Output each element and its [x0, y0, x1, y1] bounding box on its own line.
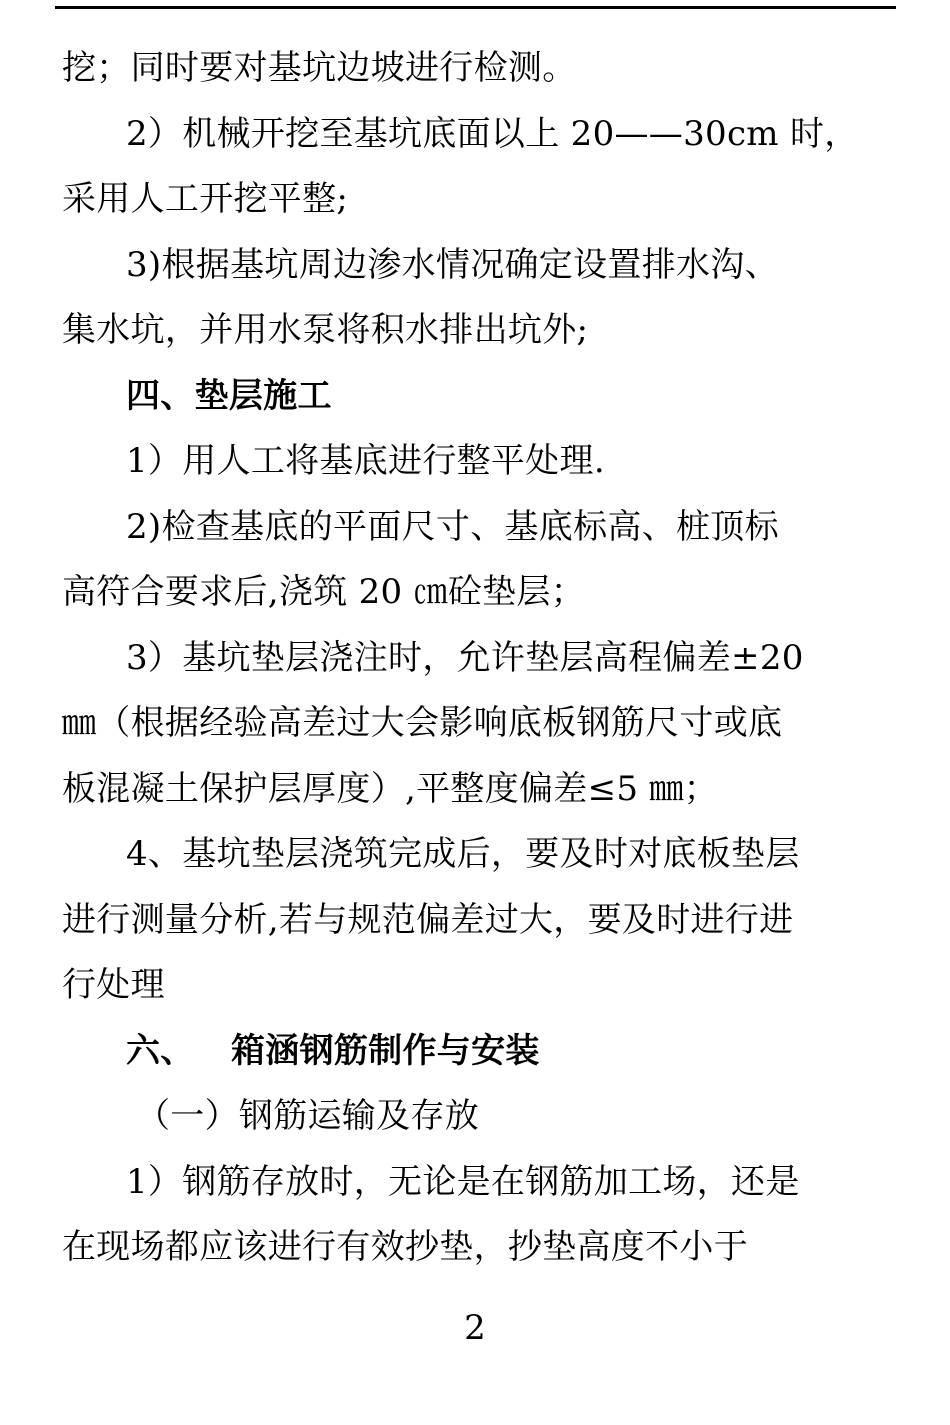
- list-item: 3）基坑垫层浇注时，允许垫层高程偏差±20: [126, 637, 804, 678]
- text-line: ㎜（根据经验高差过大会影响底板钢筋尺寸或底: [62, 703, 783, 743]
- text-line: 板混凝土保护层厚度）,平整度偏差≤5 ㎜；: [62, 768, 719, 809]
- text-line: 进行测量分析,若与规范偏差过大，要及时进行进: [62, 899, 794, 940]
- section-heading: 四、垫层施工: [126, 375, 332, 416]
- header-rule: [55, 6, 896, 9]
- subsection-heading: （一）钢筋运输及存放: [136, 1096, 479, 1136]
- list-item: 3)根据基坑周边渗水情况确定设置排水沟、: [126, 244, 779, 285]
- text-line: 采用人工开挖平整;: [62, 179, 349, 219]
- text-line: 行处理: [62, 965, 165, 1005]
- text-line: 在现场都应该进行有效抄垫，抄垫高度不小于: [62, 1227, 748, 1267]
- list-item: 1）钢筋存放时，无论是在钢筋加工场，还是: [126, 1161, 800, 1202]
- list-item: 2)检查基底的平面尺寸、基底标高、桩顶标: [126, 506, 779, 547]
- text-line: 高符合要求后,浇筑 20 ㎝砼垫层；: [62, 572, 586, 612]
- list-item: 2）机械开挖至基坑底面以上 20——30cm 时，: [126, 113, 859, 154]
- section-heading: 六、 箱涵钢筋制作与安装: [126, 1030, 540, 1071]
- list-item: 4、基坑垫层浇筑完成后，要及时对底板垫层: [126, 834, 800, 874]
- text-line: 挖；同时要对基坑边坡进行检测。: [62, 48, 577, 88]
- list-item: 1）用人工将基底进行整平处理.: [126, 441, 605, 481]
- document-body: [62, 36, 862, 1281]
- text-line: 集水坑，并用水泵将积水排出坑外;: [62, 310, 589, 350]
- page-number: 2: [464, 1308, 486, 1348]
